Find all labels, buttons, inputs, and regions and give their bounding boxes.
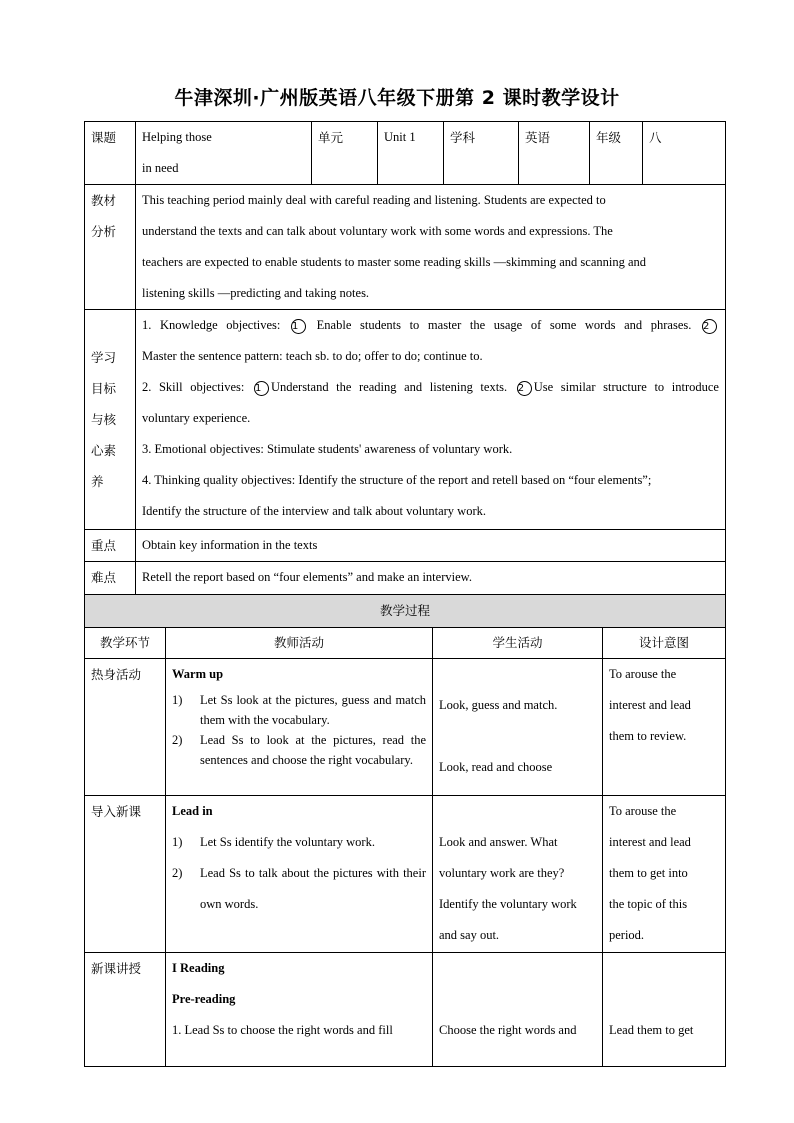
design-intent <box>603 659 726 796</box>
intent-line: interest and lead <box>609 835 691 849</box>
column-student: 学生活动 <box>433 628 603 659</box>
key-points-row <box>85 530 726 562</box>
analysis-line: listening skills —predicting and taking notes. <box>142 286 370 300</box>
stage-warm-up: 热身活动 <box>85 659 166 796</box>
circled-number: 2 <box>517 381 532 396</box>
analysis-row <box>85 185 726 310</box>
lesson-label: 课题 <box>85 122 136 185</box>
analysis-line: understand the texts and can talk about voluntary work with some words and expressions. The <box>142 224 613 238</box>
intent-line: period. <box>609 928 645 942</box>
subject-value: 英语 <box>519 122 590 185</box>
unit-label: 单元 <box>312 122 378 185</box>
student-activity <box>433 659 603 796</box>
teacher-activity <box>166 953 433 1067</box>
circled-number: 2 <box>702 319 717 334</box>
teacher-activity <box>166 659 433 796</box>
activity-subtitle: Pre-reading <box>172 992 236 1006</box>
circled-number: 1 <box>291 319 306 334</box>
analysis-label-2: 分析 <box>91 224 117 239</box>
analysis-text <box>136 185 726 310</box>
intent-line: interest and lead <box>609 698 691 712</box>
list-item: 2) Lead Ss to look at the pictures, read the sentences and choose the right vocabulary. <box>172 733 426 767</box>
intent-line: them to review. <box>609 729 687 743</box>
lesson-row <box>85 122 726 185</box>
analysis-line: This teaching period mainly deal with careful reading and listening. Students are expected to <box>142 193 606 207</box>
process-heading-row <box>85 595 726 628</box>
activity-line: 1. Lead Ss to choose the right words and fill <box>172 1023 393 1037</box>
process-heading: 教学过程 <box>85 595 726 628</box>
student-line: Look, guess and match. <box>439 698 558 712</box>
table-row <box>85 953 726 1067</box>
intent-line: To arouse the <box>609 667 677 681</box>
student-activity: Choose the right words and <box>433 953 603 1067</box>
student-line: and say out. <box>439 928 500 942</box>
document-title: 牛津深圳·广州版英语八年级下册第 2 课时教学设计 <box>174 87 620 109</box>
student-line: Look, read and choose <box>439 760 553 774</box>
objective-knowledge: 1. Knowledge objectives: 1 Enable students to master the usage of some words and phrases. 2 <box>142 310 719 341</box>
unit-value: Unit 1 <box>378 122 444 185</box>
design-intent <box>603 796 726 953</box>
difficult-points-label: 难点 <box>85 562 136 595</box>
design-intent: Lead them to get <box>603 953 726 1067</box>
step-list <box>172 827 426 920</box>
activity-title: Warm up <box>172 667 224 681</box>
list-item: 2) Lead Ss to talk about the pictures with their own words. <box>172 866 426 911</box>
student-line: voluntary work are they? <box>439 866 565 880</box>
student-line: Look and answer. What <box>439 835 558 849</box>
objectives-label-part: 与核 <box>91 412 117 427</box>
list-item: 1) Let Ss look at the pictures, guess and match them with the vocabulary. <box>172 693 426 727</box>
lesson-value <box>136 122 312 185</box>
teacher-activity <box>166 796 433 953</box>
column-teacher: 教师活动 <box>166 628 433 659</box>
difficult-points-row <box>85 562 726 595</box>
difficult-points-text: Retell the report based on “four elements” and make an interview. <box>136 562 726 595</box>
stage-new-lesson: 新课讲授 <box>85 953 166 1067</box>
student-activity <box>433 796 603 953</box>
activity-title: Lead in <box>172 804 213 818</box>
process-table <box>84 594 726 1067</box>
step-list <box>172 690 426 770</box>
objectives-text <box>136 310 726 530</box>
list-item: 1) Let Ss identify the voluntary work. <box>172 835 375 849</box>
objective-skill: 2. Skill objectives: 1 Understand the reading and listening texts. 2 Use similar structure to introduce <box>142 380 719 394</box>
objectives-label <box>85 310 136 530</box>
analysis-label <box>85 185 136 310</box>
analysis-label-1: 教材 <box>91 193 117 208</box>
student-line: Identify the voluntary work <box>439 897 577 911</box>
grade-label: 年级 <box>590 122 643 185</box>
lesson-info-table <box>84 121 726 595</box>
objective-thinking: 4. Thinking quality objectives: Identify the structure of the report and retell based on “four elements”; <box>142 473 652 487</box>
key-points-label: 重点 <box>85 530 136 562</box>
intent-line: To arouse the <box>609 804 677 818</box>
subject-label: 学科 <box>444 122 519 185</box>
table-row <box>85 796 726 953</box>
table-row <box>85 659 726 796</box>
intent-line: the topic of this <box>609 897 688 911</box>
column-stage: 教学环节 <box>85 628 166 659</box>
analysis-line: teachers are expected to enable students to master some reading skills —skimming and scanning and <box>142 255 647 269</box>
grade-value: 八 <box>643 122 726 185</box>
objective-line: Identify the structure of the interview and talk about voluntary work. <box>142 504 486 518</box>
stage-lead-in: 导入新课 <box>85 796 166 953</box>
intent-line: them to get into <box>609 866 688 880</box>
objectives-label-part: 学习 <box>91 350 117 365</box>
objective-line: voluntary experience. <box>142 411 251 425</box>
objectives-label-part: 心素 <box>91 443 117 458</box>
objective-emotional: 3. Emotional objectives: Stimulate students' awareness of voluntary work. <box>142 442 513 456</box>
objectives-row <box>85 310 726 530</box>
objectives-label-part: 养 <box>91 474 104 489</box>
lesson-value-line2: in need <box>142 161 179 175</box>
column-intent: 设计意图 <box>603 628 726 659</box>
objective-line: Master the sentence pattern: teach sb. to do; offer to do; continue to. <box>142 349 483 363</box>
process-columns-row <box>85 628 726 659</box>
key-points-text: Obtain key information in the texts <box>136 530 726 562</box>
objectives-label-part: 目标 <box>91 381 117 396</box>
circled-number: 1 <box>254 381 269 396</box>
activity-title: I Reading <box>172 961 225 975</box>
lesson-value-line1: Helping those <box>142 130 212 144</box>
